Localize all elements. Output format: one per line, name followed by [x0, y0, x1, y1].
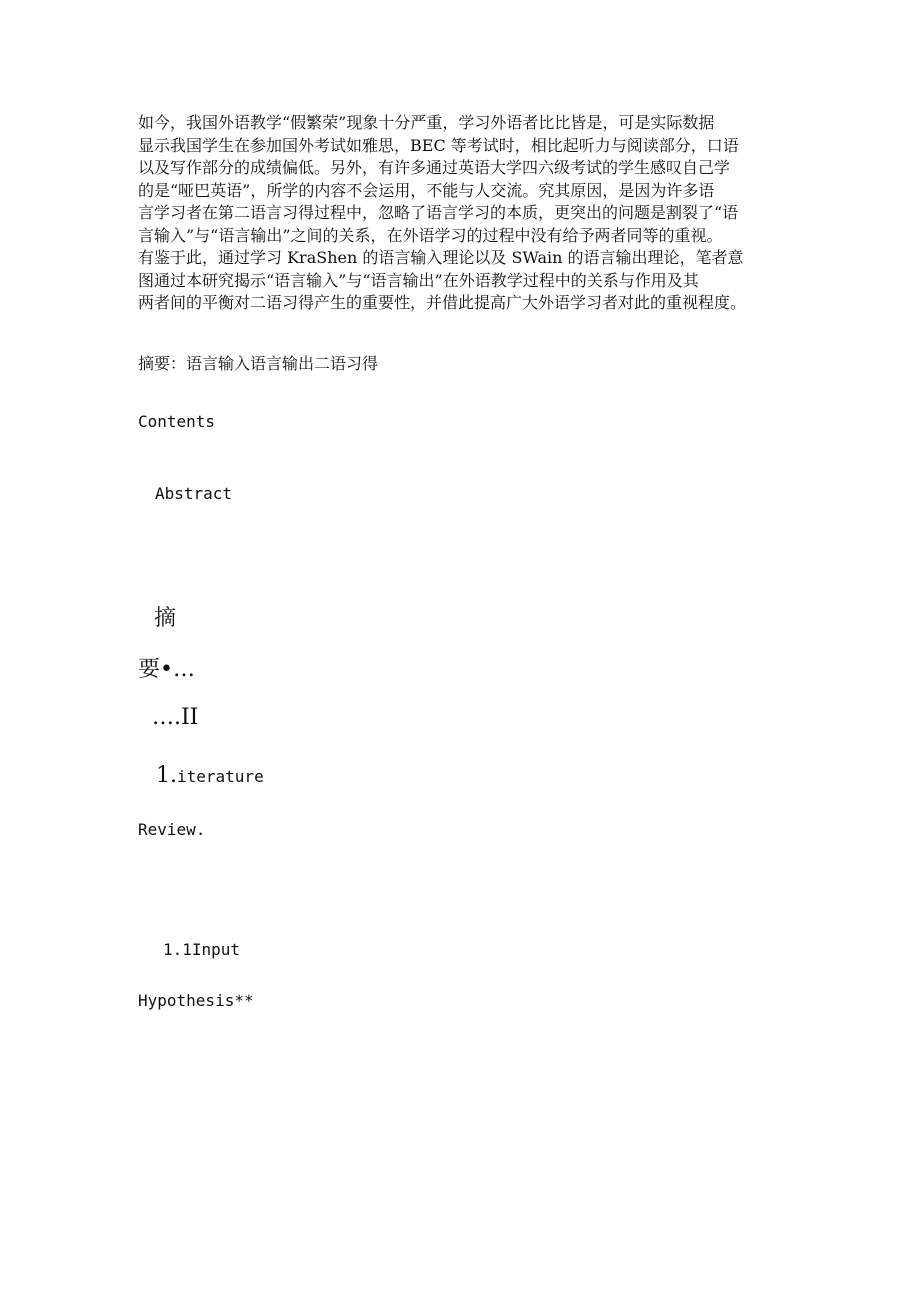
abstract-line: 如今，我国外语教学“假繁荣”现象十分严重，学习外语者比比皆是，可是实际数据	[138, 113, 715, 132]
toc-entry-zhai: 摘	[154, 606, 177, 631]
abstract-line: 以及写作部分的成绩偏低。另外，有许多通过英语大学四六级考试的学生感叹自己学	[138, 158, 731, 177]
toc-section-word: iterature	[177, 767, 264, 786]
abstract-line: 言输入”与“语言输出”之间的关系，在外语学习的过程中没有给予两者同等的重视。	[138, 225, 723, 245]
abstract-line: 的是“哑巴英语”，所学的内容不会运用，不能与人交流。究其原因，是因为许多语	[138, 180, 715, 200]
abstract-line: 图通过本研究揭示“语言输入”与“语言输出”在外语教学过程中的关系与作用及其	[138, 270, 699, 290]
toc-page-reference: ….II	[152, 705, 199, 730]
toc-entry-review: Review.	[138, 820, 206, 839]
toc-entry-hypothesis: Hypothesis**	[138, 991, 254, 1010]
toc-entry-literature	[156, 763, 264, 788]
abstract-line: 显示我国学生在参加国外考试如雅思，BEC 等考试时，相比起听力与阅读部分，口语	[138, 135, 739, 155]
abstract-paragraph	[138, 112, 788, 315]
toc-entry-yao: 要•…	[138, 657, 195, 682]
abstract-keywords: 摘要：语言输入语言输出二语习得	[138, 354, 379, 373]
abstract-line: 有鉴于此，通过学习 KraShen 的语言输入理论以及 SWain 的语言输出理论，笔者意	[138, 248, 744, 267]
toc-entry-input: 1.1Input	[163, 940, 241, 959]
toc-section-number: 1.	[156, 763, 177, 788]
contents-heading: Contents	[138, 412, 216, 431]
abstract-line: 两者间的平衡对二语习得产生的重要性，并借此提高广大外语学习者对此的重视程度。	[138, 293, 747, 312]
toc-entry-abstract: Abstract	[155, 484, 233, 503]
abstract-line: 言学习者在第二语言习得过程中，忽略了语言学习的本质，更突出的问题是割裂了“语	[138, 203, 739, 222]
